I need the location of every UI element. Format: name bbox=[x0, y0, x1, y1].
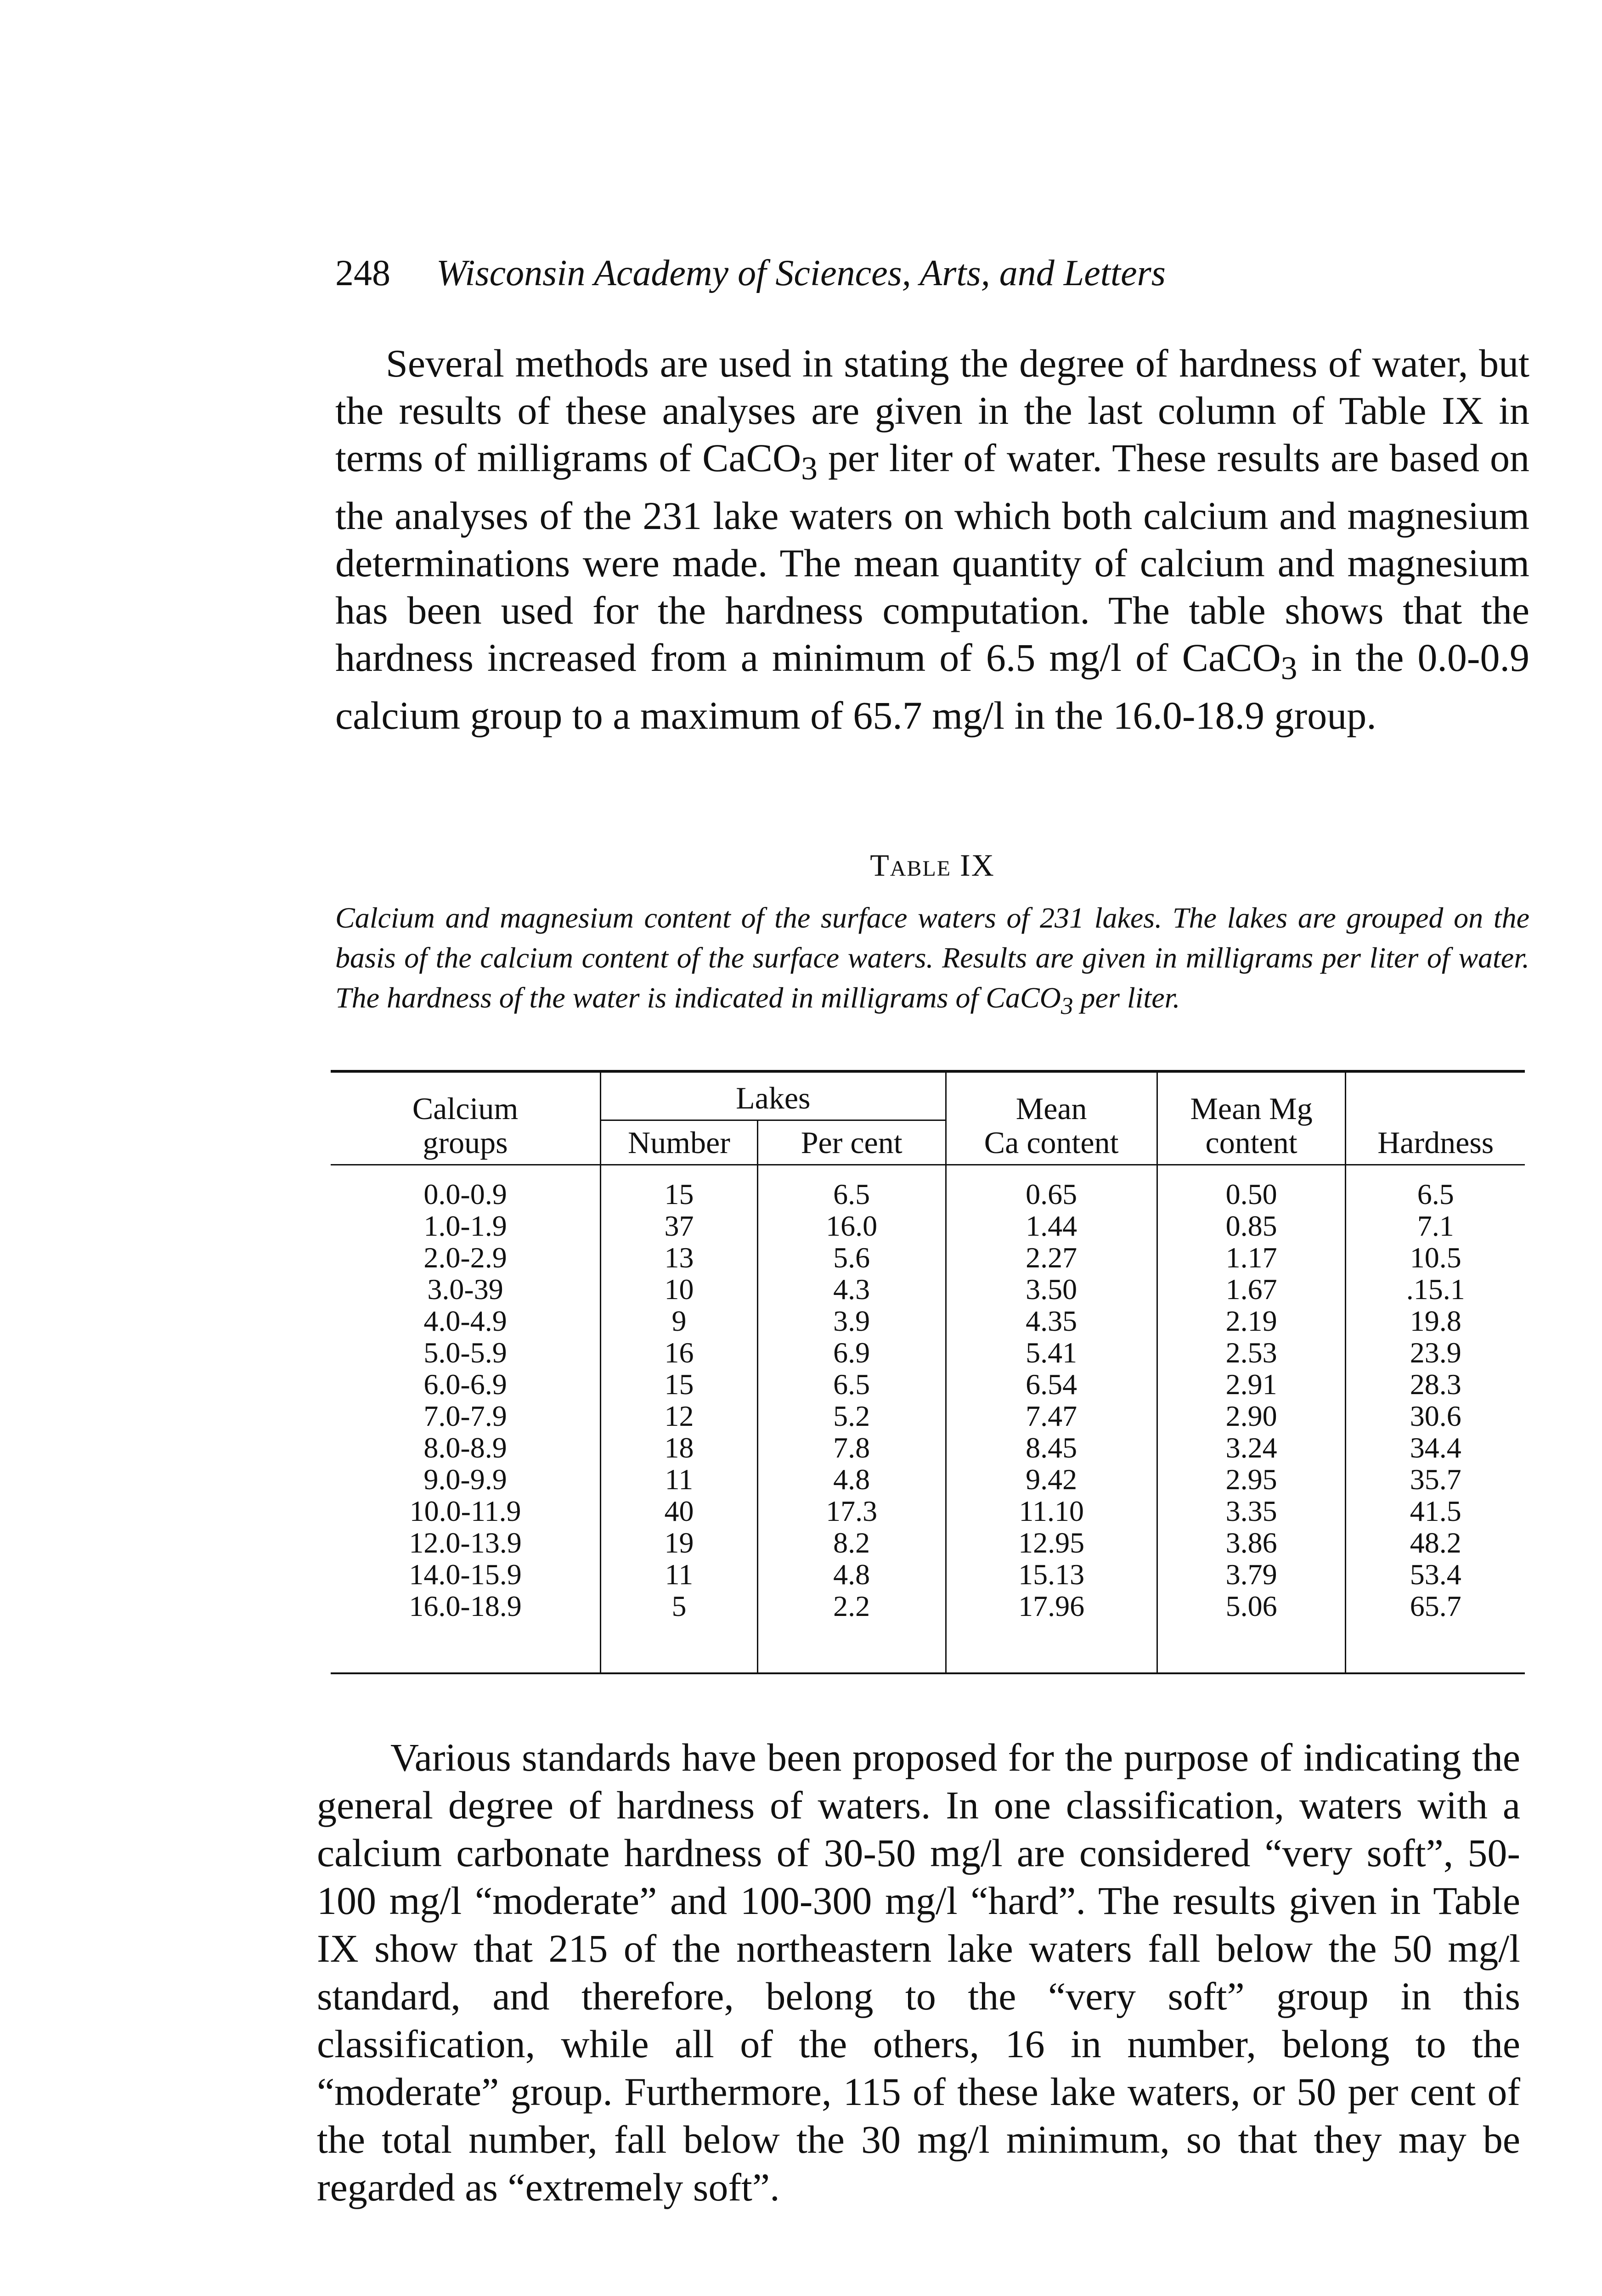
cell-hardness: 34.4 bbox=[1346, 1432, 1525, 1463]
table-row bbox=[331, 1368, 1525, 1400]
cell-number: 37 bbox=[601, 1210, 758, 1242]
paragraph-hardness-standards: Various standards have been proposed for the purpose of indicating the general degree of hardness of waters. In one classification, waters with a calcium carbonate hardness of 30-50 mg/l are considered “very soft”, 50-100 mg/l “moderate” and 100-300 mg/l “hard”. The results given in Table IX show that 215 of the northeastern lake waters fall below the 50 mg/l standard, and therefore, belong to the “very soft” group in this classification, while all of the others, 16 in number, belong to the “moderate” group. Furthermore, 115 of these lake waters, or 50 per cent of the total number, fall below the 30 mg/l minimum, so that they may be regarded as “extremely soft”. bbox=[317, 1735, 1520, 2209]
cell-number: 11 bbox=[601, 1559, 758, 1590]
table-row bbox=[331, 1165, 1525, 1210]
cell-per-cent: 4.8 bbox=[757, 1559, 946, 1590]
cell-mean-mg: 3.86 bbox=[1157, 1527, 1346, 1559]
cell-mean-mg: 2.90 bbox=[1157, 1400, 1346, 1432]
cell-group: 5.0-5.9 bbox=[423, 1336, 507, 1369]
cell-mean-ca: 0.65 bbox=[946, 1165, 1157, 1210]
table-row bbox=[331, 1242, 1525, 1273]
cell-hardness: 19.8 bbox=[1346, 1305, 1525, 1337]
header-lakes: Lakes bbox=[601, 1071, 946, 1120]
cell-mean-ca: 11.10 bbox=[946, 1495, 1157, 1527]
cell-mean-ca: 4.35 bbox=[946, 1305, 1157, 1337]
header-mean-mg-line2: content bbox=[1205, 1125, 1297, 1160]
cell-mean-ca: 9.42 bbox=[946, 1463, 1157, 1495]
cell-per-cent: 4.3 bbox=[757, 1273, 946, 1305]
table-title: Table IX bbox=[870, 848, 995, 883]
cell-hardness: 41.5 bbox=[1346, 1495, 1525, 1527]
header-number: Number bbox=[601, 1120, 758, 1165]
cell-number: 18 bbox=[601, 1432, 758, 1463]
table-caption bbox=[335, 898, 1529, 1026]
header-calcium-line2: groups bbox=[423, 1125, 508, 1160]
cell-mean-ca: 3.50 bbox=[946, 1273, 1157, 1305]
cell-group: 14.0-15.9 bbox=[409, 1558, 522, 1591]
table-row bbox=[331, 1463, 1525, 1495]
header-hardness: Hardness bbox=[1346, 1071, 1525, 1165]
cell-mean-mg: 2.91 bbox=[1157, 1368, 1346, 1400]
cell-per-cent: 8.2 bbox=[757, 1527, 946, 1559]
cell-number: 16 bbox=[601, 1337, 758, 1368]
paragraph1-text-a: Several methods are used in stating the degree of hardness of water, but the results of these analyses are given in the last column of Table IX in terms of milligrams of CaCO bbox=[335, 341, 1529, 480]
table-row bbox=[331, 1210, 1525, 1242]
cell-per-cent: 7.8 bbox=[757, 1432, 946, 1463]
cell-group: 6.0-6.9 bbox=[423, 1368, 507, 1401]
cell-mean-ca: 2.27 bbox=[946, 1242, 1157, 1273]
cell-hardness: 35.7 bbox=[1346, 1463, 1525, 1495]
caption-text-a: Calcium and magnesium content of the surface waters of 231 lakes. The lakes are grouped on the basis of the calcium content of the surface waters. Results are given in milligrams per liter of water. The hardness of the water is indicated in milligrams of CaCO bbox=[335, 901, 1529, 1014]
cell-mean-ca: 6.54 bbox=[946, 1368, 1157, 1400]
cell-mean-mg: 3.79 bbox=[1157, 1559, 1346, 1590]
cell-hardness: 28.3 bbox=[1346, 1368, 1525, 1400]
cell-group: 2.0-2.9 bbox=[423, 1241, 507, 1274]
caption-sub: 3 bbox=[1060, 991, 1073, 1019]
header-mean-ca-line1: Mean bbox=[1015, 1091, 1087, 1126]
cell-hardness: 7.1 bbox=[1346, 1210, 1525, 1242]
cell-group: 9.0-9.9 bbox=[423, 1463, 507, 1496]
cell-mean-mg: 2.53 bbox=[1157, 1337, 1346, 1368]
header-mean-ca-line2: Ca content bbox=[984, 1125, 1119, 1160]
cell-mean-mg: 2.95 bbox=[1157, 1463, 1346, 1495]
paragraph1-sub-b: 3 bbox=[1280, 650, 1297, 687]
cell-mean-mg: 2.19 bbox=[1157, 1305, 1346, 1337]
cell-per-cent: 2.2 bbox=[757, 1590, 946, 1673]
cell-mean-mg: 3.24 bbox=[1157, 1432, 1346, 1463]
cell-group: 8.0-8.9 bbox=[423, 1431, 507, 1464]
cell-mean-mg: 0.85 bbox=[1157, 1210, 1346, 1242]
cell-per-cent: 5.2 bbox=[757, 1400, 946, 1432]
table-body bbox=[331, 1165, 1525, 1674]
cell-per-cent: 5.6 bbox=[757, 1242, 946, 1273]
cell-group: 12.0-13.9 bbox=[409, 1526, 522, 1559]
cell-number: 12 bbox=[601, 1400, 758, 1432]
paragraph1-text-c: in the 0.0-0.9 calcium group to a maximum of 65.7 mg/l in the 16.0-18.9 group. bbox=[335, 636, 1529, 738]
cell-per-cent: 3.9 bbox=[757, 1305, 946, 1337]
table-row bbox=[331, 1495, 1525, 1527]
cell-group: 7.0-7.9 bbox=[423, 1400, 507, 1432]
cell-per-cent: 16.0 bbox=[757, 1210, 946, 1242]
table-row bbox=[331, 1273, 1525, 1305]
cell-hardness: .15.1 bbox=[1346, 1273, 1525, 1305]
cell-hardness: 30.6 bbox=[1346, 1400, 1525, 1432]
table-row bbox=[331, 1400, 1525, 1432]
running-head bbox=[335, 248, 1548, 298]
cell-group: 10.0-11.9 bbox=[409, 1495, 521, 1527]
cell-hardness: 48.2 bbox=[1346, 1527, 1525, 1559]
cell-mean-mg: 1.67 bbox=[1157, 1273, 1346, 1305]
paragraph1-text-b: per liter of water. These results are based on the analyses of the 231 lake waters on which both calcium and magnesium determinations were made. The mean quantity of calcium and magnesium has been used for the hardness computation. The table shows that the hardness increased from a minimum of 6.5 mg/l of CaCO bbox=[335, 436, 1529, 680]
cell-number: 13 bbox=[601, 1242, 758, 1273]
cell-number: 15 bbox=[601, 1165, 758, 1210]
cell-mean-mg: 1.17 bbox=[1157, 1242, 1346, 1273]
table-row bbox=[331, 1590, 1525, 1673]
cell-group: 0.0-0.9 bbox=[423, 1178, 507, 1210]
cell-mean-ca: 17.96 bbox=[946, 1590, 1157, 1673]
cell-number: 9 bbox=[601, 1305, 758, 1337]
cell-group: 1.0-1.9 bbox=[423, 1210, 507, 1242]
cell-hardness: 65.7 bbox=[1346, 1590, 1525, 1673]
header-mean-mg-line1: Mean Mg bbox=[1190, 1091, 1313, 1126]
cell-per-cent: 6.5 bbox=[757, 1165, 946, 1210]
table-row bbox=[331, 1305, 1525, 1337]
table-row bbox=[331, 1432, 1525, 1463]
header-calcium-line1: Calcium bbox=[412, 1091, 519, 1126]
header-calcium-groups bbox=[331, 1071, 601, 1165]
cell-mean-ca: 8.45 bbox=[946, 1432, 1157, 1463]
cell-number: 19 bbox=[601, 1527, 758, 1559]
header-per-cent: Per cent bbox=[757, 1120, 946, 1165]
cell-number: 11 bbox=[601, 1463, 758, 1495]
journal-title: Wisconsin Academy of Sciences, Arts, and Letters bbox=[436, 253, 1166, 293]
header-mean-ca bbox=[946, 1071, 1157, 1165]
cell-hardness: 53.4 bbox=[1346, 1559, 1525, 1590]
cell-mean-ca: 5.41 bbox=[946, 1337, 1157, 1368]
cell-mean-ca: 15.13 bbox=[946, 1559, 1157, 1590]
table-row bbox=[331, 1337, 1525, 1368]
cell-group: 4.0-4.9 bbox=[423, 1305, 507, 1337]
cell-mean-mg: 3.35 bbox=[1157, 1495, 1346, 1527]
cell-per-cent: 6.5 bbox=[757, 1368, 946, 1400]
cell-hardness: 6.5 bbox=[1346, 1165, 1525, 1210]
paragraph-hardness-methods bbox=[335, 340, 1529, 739]
cell-mean-mg: 0.50 bbox=[1157, 1165, 1346, 1210]
cell-number: 10 bbox=[601, 1273, 758, 1305]
cell-group: 16.0-18.9 bbox=[331, 1590, 601, 1673]
cell-hardness: 23.9 bbox=[1346, 1337, 1525, 1368]
cell-per-cent: 4.8 bbox=[757, 1463, 946, 1495]
cell-number: 15 bbox=[601, 1368, 758, 1400]
paragraph1-sub-a: 3 bbox=[801, 450, 818, 487]
cell-mean-ca: 1.44 bbox=[946, 1210, 1157, 1242]
cell-group: 3.0-39 bbox=[427, 1273, 503, 1306]
table-row bbox=[331, 1559, 1525, 1590]
header-mean-mg bbox=[1157, 1071, 1346, 1165]
cell-mean-ca: 12.95 bbox=[946, 1527, 1157, 1559]
cell-mean-ca: 7.47 bbox=[946, 1400, 1157, 1432]
caption-text-b: per liter. bbox=[1073, 981, 1180, 1014]
cell-per-cent: 6.9 bbox=[757, 1337, 946, 1368]
table-row bbox=[331, 1527, 1525, 1559]
cell-number: 5 bbox=[601, 1590, 758, 1673]
cell-hardness: 10.5 bbox=[1346, 1242, 1525, 1273]
data-table bbox=[331, 1070, 1525, 1674]
cell-per-cent: 17.3 bbox=[757, 1495, 946, 1527]
cell-mean-mg: 5.06 bbox=[1157, 1590, 1346, 1673]
cell-number: 40 bbox=[601, 1495, 758, 1527]
page-number: 248 bbox=[335, 253, 390, 293]
